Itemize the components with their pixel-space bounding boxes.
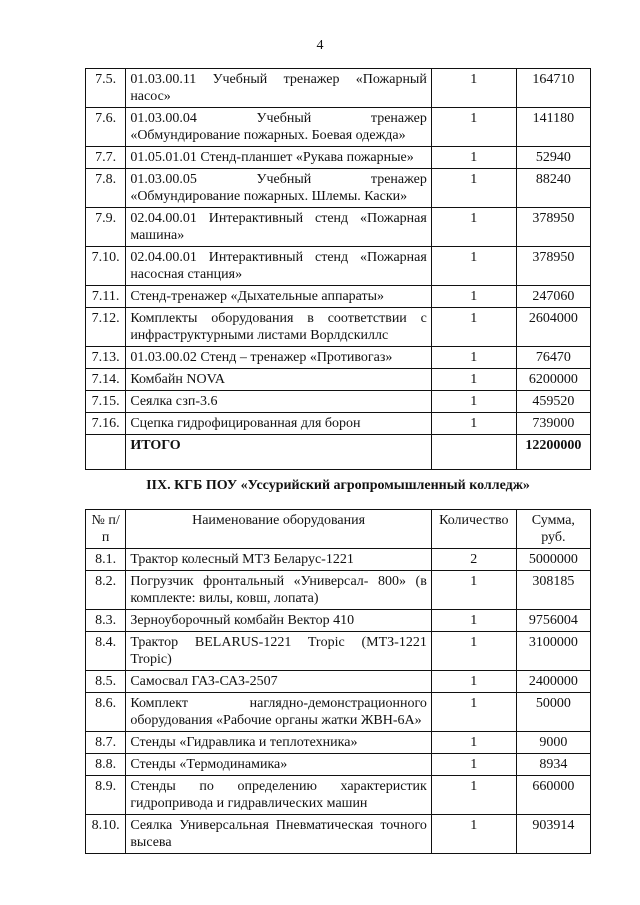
row-sum: 50000 <box>516 693 590 732</box>
row-number: 8.6. <box>86 693 126 732</box>
table-row <box>86 571 591 610</box>
row-name: Сеялка Универсальная Пневматическая точного высева <box>126 815 432 854</box>
row-sum: 9756004 <box>516 610 590 632</box>
table-row <box>86 671 591 693</box>
row-sum: 739000 <box>516 413 590 435</box>
row-name: Комбайн NOVA <box>126 369 432 391</box>
row-name: Комплекты оборудования в соответствии с инфраструктурными листами Ворлдскиллс <box>126 308 432 347</box>
row-name: 01.03.00.11 Учебный тренажер «Пожарный насос» <box>126 69 432 108</box>
row-sum: 164710 <box>516 69 590 108</box>
row-sum: 76470 <box>516 347 590 369</box>
row-quantity: 1 <box>431 286 516 308</box>
row-quantity: 1 <box>431 732 516 754</box>
table-row <box>86 693 591 732</box>
row-name: 02.04.00.01 Интерактивный стенд «Пожарная машина» <box>126 208 432 247</box>
equipment-table-8 <box>85 509 591 854</box>
row-quantity: 1 <box>431 391 516 413</box>
row-sum: 88240 <box>516 169 590 208</box>
header-number: № п/п <box>86 510 126 549</box>
row-number: 7.13. <box>86 347 126 369</box>
total-sum: 12200000 <box>516 435 590 470</box>
row-quantity: 1 <box>431 571 516 610</box>
total-row <box>86 435 591 470</box>
row-sum: 5000000 <box>516 549 590 571</box>
row-quantity: 1 <box>431 247 516 286</box>
row-quantity: 1 <box>431 693 516 732</box>
total-empty <box>431 435 516 470</box>
row-number: 8.10. <box>86 815 126 854</box>
row-number: 7.16. <box>86 413 126 435</box>
total-label: ИТОГО <box>126 435 432 470</box>
row-number: 8.5. <box>86 671 126 693</box>
row-number: 7.5. <box>86 69 126 108</box>
row-name: Комплект наглядно-демонстрационного оборудования «Рабочие органы жатки ЖВН-6А» <box>126 693 432 732</box>
row-sum: 2400000 <box>516 671 590 693</box>
table-row <box>86 69 591 108</box>
row-number: 7.15. <box>86 391 126 413</box>
row-name: 01.05.01.01 Стенд-планшет «Рукава пожарные» <box>126 147 432 169</box>
row-sum: 308185 <box>516 571 590 610</box>
row-sum: 247060 <box>516 286 590 308</box>
row-sum: 3100000 <box>516 632 590 671</box>
row-name: Сцепка гидрофицированная для борон <box>126 413 432 435</box>
row-quantity: 1 <box>431 69 516 108</box>
page-number: 4 <box>316 38 324 53</box>
row-number: 7.14. <box>86 369 126 391</box>
row-name: Стенды «Гидравлика и теплотехника» <box>126 732 432 754</box>
row-sum: 660000 <box>516 776 590 815</box>
row-number: 8.3. <box>86 610 126 632</box>
row-quantity: 1 <box>431 208 516 247</box>
row-quantity: 1 <box>431 108 516 147</box>
row-quantity: 1 <box>431 347 516 369</box>
table-row <box>86 308 591 347</box>
table-row <box>86 391 591 413</box>
row-name: Стенд-тренажер «Дыхательные аппараты» <box>126 286 432 308</box>
table-row <box>86 247 591 286</box>
row-quantity: 1 <box>431 815 516 854</box>
table-row <box>86 754 591 776</box>
row-quantity: 1 <box>431 632 516 671</box>
row-number: 7.12. <box>86 308 126 347</box>
row-name: 02.04.00.01 Интерактивный стенд «Пожарная насосная станция» <box>126 247 432 286</box>
row-quantity: 1 <box>431 147 516 169</box>
row-name: Сеялка сзп-3.6 <box>126 391 432 413</box>
row-name: Трактор колесный МТЗ Беларус-1221 <box>126 549 432 571</box>
row-name: Самосвал ГАЗ-САЗ-2507 <box>126 671 432 693</box>
row-name: Погрузчик фронтальный «Универсал- 800» (в комплекте: вилы, ковш, лопата) <box>126 571 432 610</box>
row-name: Стенды «Термодинамика» <box>126 754 432 776</box>
row-name: Стенды по определению характеристик гидропривода и гидравлических машин <box>126 776 432 815</box>
row-number: 8.9. <box>86 776 126 815</box>
row-sum: 378950 <box>516 208 590 247</box>
row-name: 01.03.00.04 Учебный тренажер «Обмундирование пожарных. Боевая одежда» <box>126 108 432 147</box>
row-sum: 8934 <box>516 754 590 776</box>
header-name: Наименование оборудования <box>126 510 432 549</box>
row-number: 8.1. <box>86 549 126 571</box>
table-row <box>86 776 591 815</box>
row-number: 7.9. <box>86 208 126 247</box>
row-number: 7.6. <box>86 108 126 147</box>
row-number: 7.8. <box>86 169 126 208</box>
table-row <box>86 286 591 308</box>
table-row <box>86 732 591 754</box>
total-empty <box>86 435 126 470</box>
row-quantity: 1 <box>431 413 516 435</box>
row-number: 7.7. <box>86 147 126 169</box>
section-title: IIX. КГБ ПОУ «Уссурийский агропромышленный колледж» <box>146 478 530 493</box>
row-quantity: 1 <box>431 754 516 776</box>
row-sum: 141180 <box>516 108 590 147</box>
row-number: 8.4. <box>86 632 126 671</box>
row-number: 7.11. <box>86 286 126 308</box>
row-quantity: 1 <box>431 610 516 632</box>
row-quantity: 1 <box>431 671 516 693</box>
table-row <box>86 632 591 671</box>
table-row <box>86 369 591 391</box>
equipment-table-7 <box>85 68 591 470</box>
table-row <box>86 549 591 571</box>
row-name: 01.03.00.05 Учебный тренажер «Обмундирование пожарных. Шлемы. Каски» <box>126 169 432 208</box>
table-row <box>86 147 591 169</box>
table-row <box>86 413 591 435</box>
row-number: 7.10. <box>86 247 126 286</box>
row-sum: 903914 <box>516 815 590 854</box>
table-row <box>86 208 591 247</box>
row-quantity: 1 <box>431 169 516 208</box>
table-row <box>86 169 591 208</box>
header-quantity: Количество <box>431 510 516 549</box>
row-name: Зерноуборочный комбайн Вектор 410 <box>126 610 432 632</box>
table-row <box>86 610 591 632</box>
row-quantity: 1 <box>431 776 516 815</box>
row-number: 8.2. <box>86 571 126 610</box>
header-sum: Сумма, руб. <box>516 510 590 549</box>
row-sum: 52940 <box>516 147 590 169</box>
table-row <box>86 347 591 369</box>
row-name: 01.03.00.02 Стенд – тренажер «Противогаз» <box>126 347 432 369</box>
table-row <box>86 108 591 147</box>
row-number: 8.8. <box>86 754 126 776</box>
row-quantity: 1 <box>431 369 516 391</box>
row-name: Трактор BELARUS-1221 Tropic (МТЗ-1221 Tropic) <box>126 632 432 671</box>
row-sum: 9000 <box>516 732 590 754</box>
row-sum: 378950 <box>516 247 590 286</box>
table-row <box>86 815 591 854</box>
row-number: 8.7. <box>86 732 126 754</box>
row-sum: 2604000 <box>516 308 590 347</box>
table-header-row <box>86 510 591 549</box>
row-sum: 459520 <box>516 391 590 413</box>
row-quantity: 1 <box>431 308 516 347</box>
row-quantity: 2 <box>431 549 516 571</box>
row-sum: 6200000 <box>516 369 590 391</box>
